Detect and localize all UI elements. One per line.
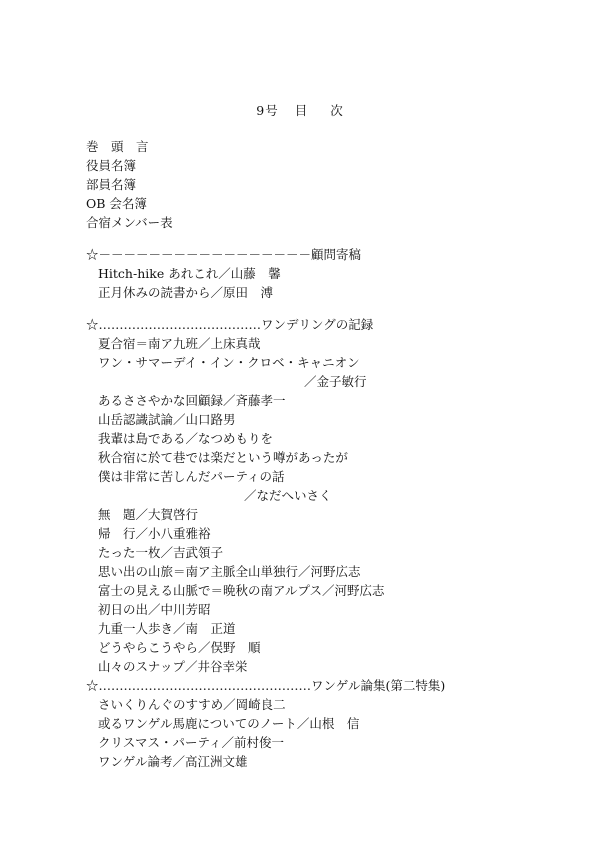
front-item-camp-members: 合宿メンバー表 xyxy=(86,215,173,230)
section-heading-wandering-records: ☆…………………………………ワンデリングの記録 xyxy=(86,317,374,332)
toc-entry: 或るワンゲル馬鹿についてのノート／山根 信 xyxy=(98,716,360,731)
toc-entry: どうやらこうやら／俣野 順 xyxy=(98,640,261,655)
section-heading-advisor: ☆－－－－－－－－－－－－－－－－－顧問寄稿 xyxy=(86,247,362,262)
toc-entry: Hitch-hike あれこれ／山藤 馨 xyxy=(98,266,281,281)
toc-entry: 思い出の山旅＝南ア主脈全山単独行／河野広志 xyxy=(98,564,361,579)
front-item-officers-list: 役員名簿 xyxy=(86,158,137,173)
toc-entry: 富士の見える山脈で＝晩秋の南アルプス／河野広志 xyxy=(98,583,385,598)
front-item-members-list: 部員名簿 xyxy=(86,177,137,192)
toc-entry: あるささやかな回顧録／斉藤孝一 xyxy=(98,393,286,408)
toc-entry: 夏合宿＝南ア九班／上床真哉 xyxy=(98,336,261,351)
section-heading-wangel-essays: ☆……………………………………………ワンゲル論集(第二特集) xyxy=(86,678,446,693)
toc-entry: 山岳認識試論／山口路男 xyxy=(98,412,236,427)
toc-entry: 帰 行／小八重雅裕 xyxy=(98,526,211,541)
toc-entry: 正月休みの読書から／原田 溥 xyxy=(98,285,274,300)
issue-number: 9号 xyxy=(256,103,279,118)
page-title xyxy=(0,101,600,119)
toc-entry-author-continuation: ／金子敏行 xyxy=(304,374,367,389)
toc-entry: 山々のスナップ／井谷幸栄 xyxy=(98,659,248,674)
toc-entry: たった一枚／吉武領子 xyxy=(98,545,224,560)
toc-entry: 僕は非常に苦しんだパーティの話 xyxy=(98,469,285,484)
toc-entry: 無 題／大賀啓行 xyxy=(98,507,199,522)
toc-entry-author-continuation: ／なだへいさく xyxy=(244,488,332,503)
title-word-contents-1: 目 xyxy=(294,103,309,118)
toc-entry: 九重一人歩き／南 正道 xyxy=(98,621,236,636)
toc-entry: クリスマス・パーティ／前村俊一 xyxy=(98,735,285,750)
front-item-foreword: 巻 頭 言 xyxy=(86,139,149,154)
toc-entry: さいくりんぐのすすめ／岡崎良二 xyxy=(98,697,286,712)
front-item-ob-list: OB 会名簿 xyxy=(86,196,147,211)
toc-entry: 我輩は島である／なつめもりを xyxy=(98,431,274,446)
toc-entry: 初日の出／中川芳昭 xyxy=(98,602,211,617)
toc-entry: 秋合宿に於て巷では楽だという噂があったが xyxy=(98,450,348,465)
toc-entry: ワン・サマーデイ・イン・クロベ・キャニオン xyxy=(98,355,360,370)
title-word-contents-2: 次 xyxy=(330,103,344,118)
toc-entry: ワンゲル論考／高江洲文雄 xyxy=(98,754,248,769)
